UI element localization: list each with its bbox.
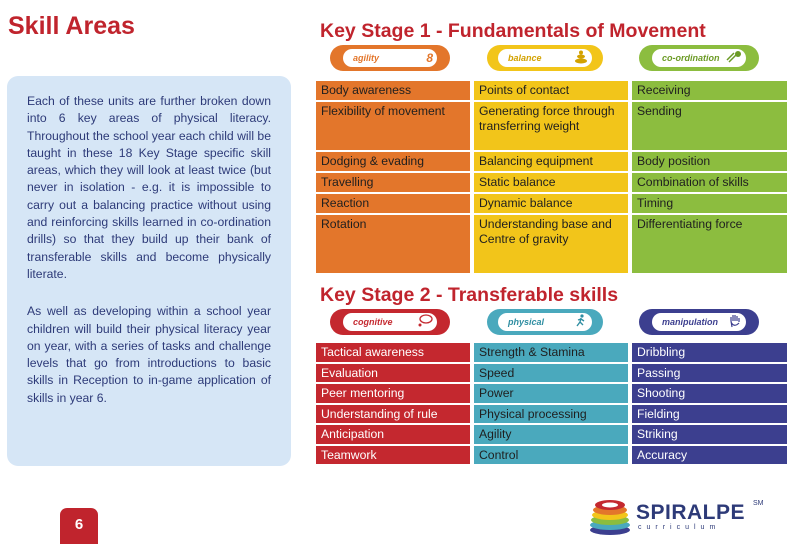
pill-physical: [487, 309, 603, 335]
intro-text-box: [7, 76, 291, 466]
table-cell: Accuracy: [632, 446, 787, 465]
table-cell: Strength & Stamina: [474, 343, 628, 362]
table-cell: Body awareness: [316, 81, 470, 100]
figure-eight-icon: 8: [426, 51, 433, 65]
hand-icon: [728, 314, 742, 332]
logo-wordmark: SPIRALPE: [636, 501, 746, 524]
table-cell: Fielding: [632, 405, 787, 424]
table-cell: Dribbling: [632, 343, 787, 362]
table-cell: Timing: [632, 194, 787, 213]
logo-service-mark: SM: [753, 500, 764, 507]
ball-motion-icon: [726, 50, 742, 68]
table-cell: Understanding of rule: [316, 405, 470, 424]
table-cell: Points of contact: [474, 81, 628, 100]
page-title: Skill Areas: [8, 12, 135, 40]
table-cell: Passing: [632, 364, 787, 383]
ks2-heading: Key Stage 2 - Transferable skills: [320, 284, 619, 306]
table-cell: Shooting: [632, 384, 787, 403]
running-figure-icon: [574, 314, 588, 332]
thought-bubble-icon: [417, 314, 433, 332]
pill-co-ordination: [639, 45, 759, 71]
page-number: 6: [60, 508, 98, 544]
table-cell: Sending: [632, 102, 787, 150]
table-cell: Rotation: [316, 215, 470, 273]
table-cell: Reaction: [316, 194, 470, 213]
spiralpe-logo: [588, 497, 788, 541]
ks2-skills-table: [316, 343, 787, 464]
pill-label: co-ordination: [662, 53, 720, 63]
pill-cognitive: [330, 309, 450, 335]
intro-paragraph: As well as developing within a school year children will build their physical literacy year on year, with a series of tasks and challenge levels that go from introductions to basic skills in Reception to in-game application of skills in year 6.: [27, 304, 271, 405]
table-cell: Static balance: [474, 173, 628, 192]
pill-label: agility: [353, 53, 380, 63]
table-cell: Dodging & evading: [316, 152, 470, 171]
table-cell: Speed: [474, 364, 628, 383]
table-cell: Combination of skills: [632, 173, 787, 192]
table-cell: Travelling: [316, 173, 470, 192]
table-cell: Evaluation: [316, 364, 470, 383]
pill-label: manipulation: [662, 317, 718, 327]
pill-manipulation: [639, 309, 759, 335]
pill-balance: [487, 45, 603, 71]
pill-label: cognitive: [353, 317, 393, 327]
table-cell: Peer mentoring: [316, 384, 470, 403]
table-cell: Striking: [632, 425, 787, 444]
table-cell: Agility: [474, 425, 628, 444]
table-cell: Understanding base and Centre of gravity: [474, 215, 628, 273]
table-cell: Control: [474, 446, 628, 465]
table-cell: Balancing equipment: [474, 152, 628, 171]
table-cell: Flexibility of movement: [316, 102, 470, 150]
table-cell: Differentiating force: [632, 215, 787, 273]
pill-label: balance: [508, 53, 542, 63]
spiral-logo-icon: [588, 497, 632, 537]
table-cell: Body position: [632, 152, 787, 171]
table-cell: Tactical awareness: [316, 343, 470, 362]
table-cell: Anticipation: [316, 425, 470, 444]
balancing-stones-icon: [574, 50, 588, 68]
logo-subtitle: curriculum: [638, 524, 721, 531]
pill-label: physical: [508, 317, 545, 327]
table-cell: Receiving: [632, 81, 787, 100]
ks1-skills-table: [316, 81, 787, 273]
table-cell: Generating force through transferring weight: [474, 102, 628, 150]
ks2-category-pills: [317, 309, 787, 339]
ks1-category-pills: [317, 45, 787, 75]
pill-agility: [330, 45, 450, 71]
ks1-heading: Key Stage 1 - Fundamentals of Movement: [320, 20, 706, 42]
intro-paragraph: Each of these units are further broken down into 6 key areas of physical literacy. Throughout the school year each child will be taught in these 18 Key Stage specific skill areas, which they will look at least twice (but never in isolation - e.g. it is impossible to carry out a balancing practice without using and reinforcing skills learned in co-ordination drills) so that they build up their bank of transferable skills and become physically literate.: [27, 94, 271, 281]
table-cell: Physical processing: [474, 405, 628, 424]
table-cell: Teamwork: [316, 446, 470, 465]
table-cell: Power: [474, 384, 628, 403]
table-cell: Dynamic balance: [474, 194, 628, 213]
